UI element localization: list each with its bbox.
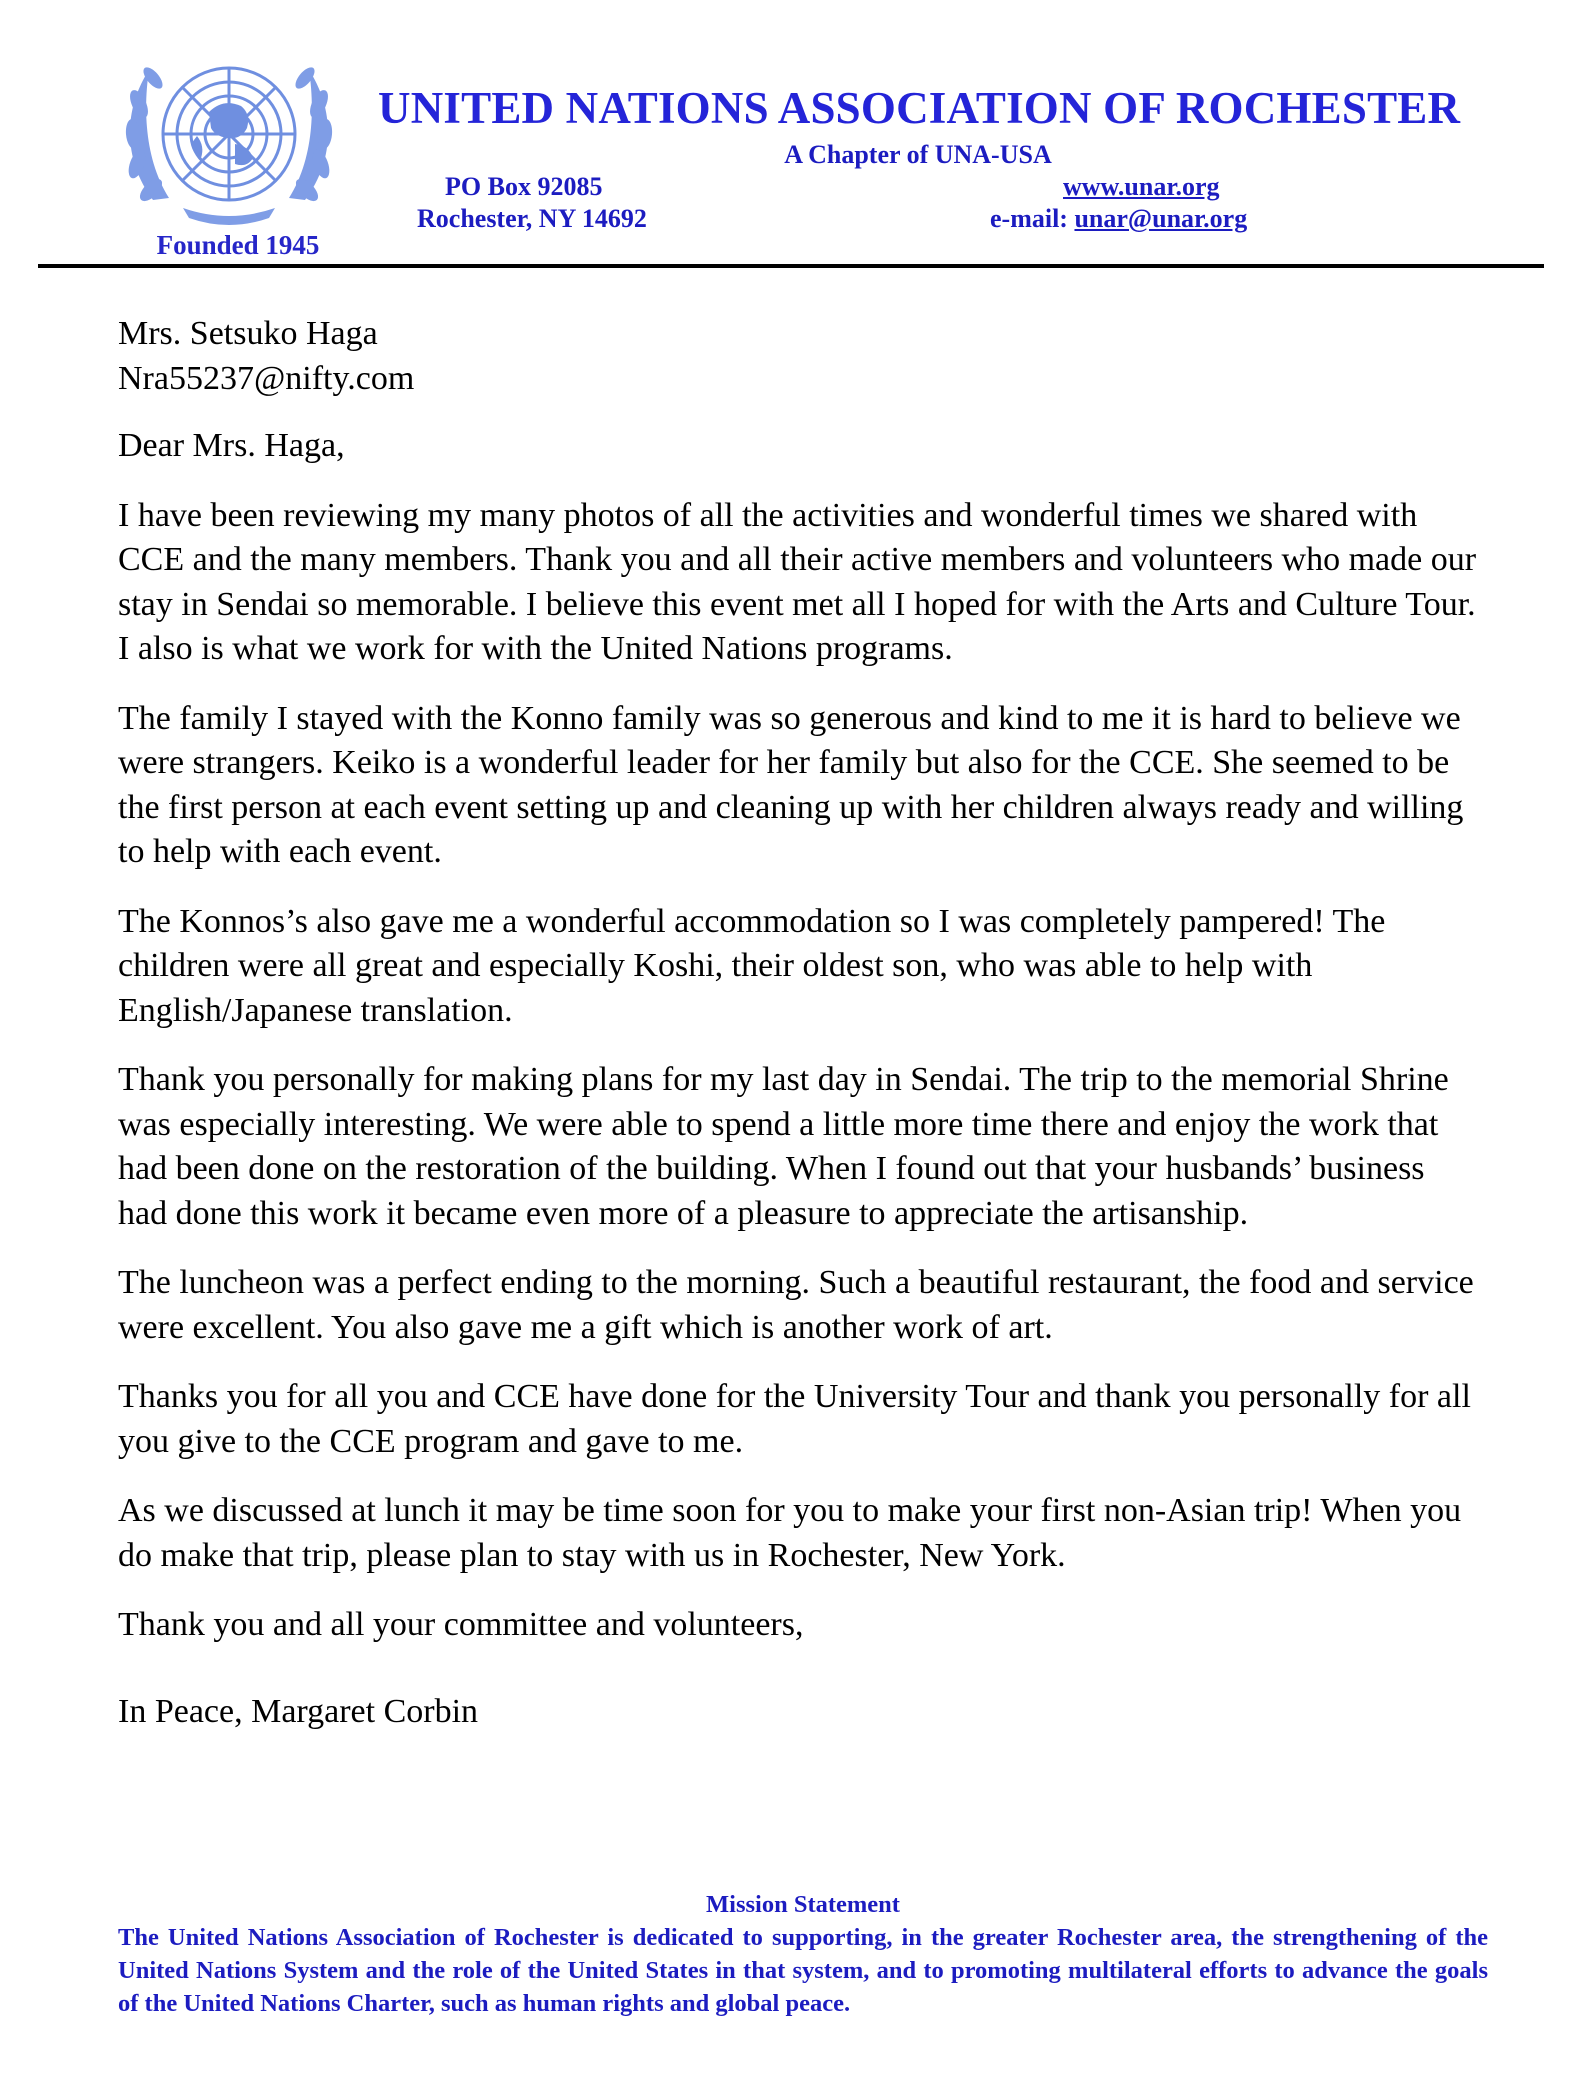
founded-year: Founded 1945: [156, 230, 320, 260]
paragraph: As we discussed at lunch it may be time soon for you to make your first non-Asian trip! When you do make that trip, please plan to stay with us in Rochester, New York.: [118, 1492, 1462, 1574]
paragraph: The luncheon was a perfect ending to the morning. Such a beautiful restaurant, the food and service were excellent. You also gave me a gift which is another work of art.: [118, 1264, 1474, 1346]
un-emblem-icon: [113, 40, 345, 240]
recipient-name: Mrs. Setsuko Haga: [118, 315, 378, 352]
website-link[interactable]: www.unar.org: [1063, 172, 1220, 201]
po-box: PO Box 92085: [445, 172, 603, 201]
header-divider: [38, 264, 1544, 268]
recipient-email: Nra55237@nifty.com: [118, 359, 415, 397]
mission-statement: [118, 1888, 1488, 2020]
recipient-block: [118, 312, 1478, 401]
city-address: Rochester, NY 14692: [417, 204, 647, 233]
paragraph: Thank you personally for making plans for my last day in Sendai. The trip to the memorial Shrine was especially interesting. We were able to spend a little more time there and enjoy the work that had been done on the restoration of the building. When I found out that your husbands’ business had done this work it became even more of a pleasure to appreciate the artisanship.: [118, 1061, 1449, 1232]
paragraph: The Konnos’s also gave me a wonderful accommodation so I was completely pampered! The children were all great and especially Koshi, their oldest son, who was able to help with English/Japanese translation.: [118, 902, 1386, 1029]
mission-text: The United Nations Association of Rochester is dedicated to supporting, in the greater Rochester area, the strengthening of the United Nations System and the role of the United States in that system, and to promoting multilateral efforts to advance the goals of the United Nations Charter, such as human rights and global peace.: [118, 1924, 1488, 2017]
mission-title: Mission Statement: [706, 1891, 900, 1918]
email-label: e-mail:: [990, 204, 1075, 233]
organization-name: UNITED NATIONS ASSOCIATION OF ROCHESTER: [378, 83, 1461, 133]
letter-body: [118, 312, 1478, 1734]
paragraph: Thank you and all your committee and volunteers,: [118, 1606, 804, 1643]
paragraph: The family I stayed with the Konno family was so generous and kind to me it is hard to believe we were strangers. Keiko is a wonderful leader for her family but also for the CCE. She seemed to be the first person at each event setting up and cleaning up with her children always ready and willing to help with each event.: [118, 699, 1464, 870]
closing-signature: In Peace, Margaret Corbin: [118, 1692, 479, 1730]
email-link[interactable]: unar@unar.org: [1074, 204, 1248, 233]
chapter-line: A Chapter of UNA-USA: [784, 140, 1052, 169]
email-line: [990, 204, 1247, 234]
paragraph: I have been reviewing my many photos of all the activities and wonderful times we shared with CCE and the many members. Thank you and all their active members and volunteers who made our stay in Sendai so memorable. I believe this event met all I hoped for with the Arts and Culture Tour. I also is what we work for with the United Nations programs.: [118, 496, 1477, 667]
salutation: Dear Mrs. Haga,: [118, 427, 345, 464]
paragraph: Thanks you for all you and CCE have done for the University Tour and thank you personally for all you give to the CCE program and gave to me.: [118, 1378, 1471, 1460]
letterhead: [0, 0, 1577, 272]
